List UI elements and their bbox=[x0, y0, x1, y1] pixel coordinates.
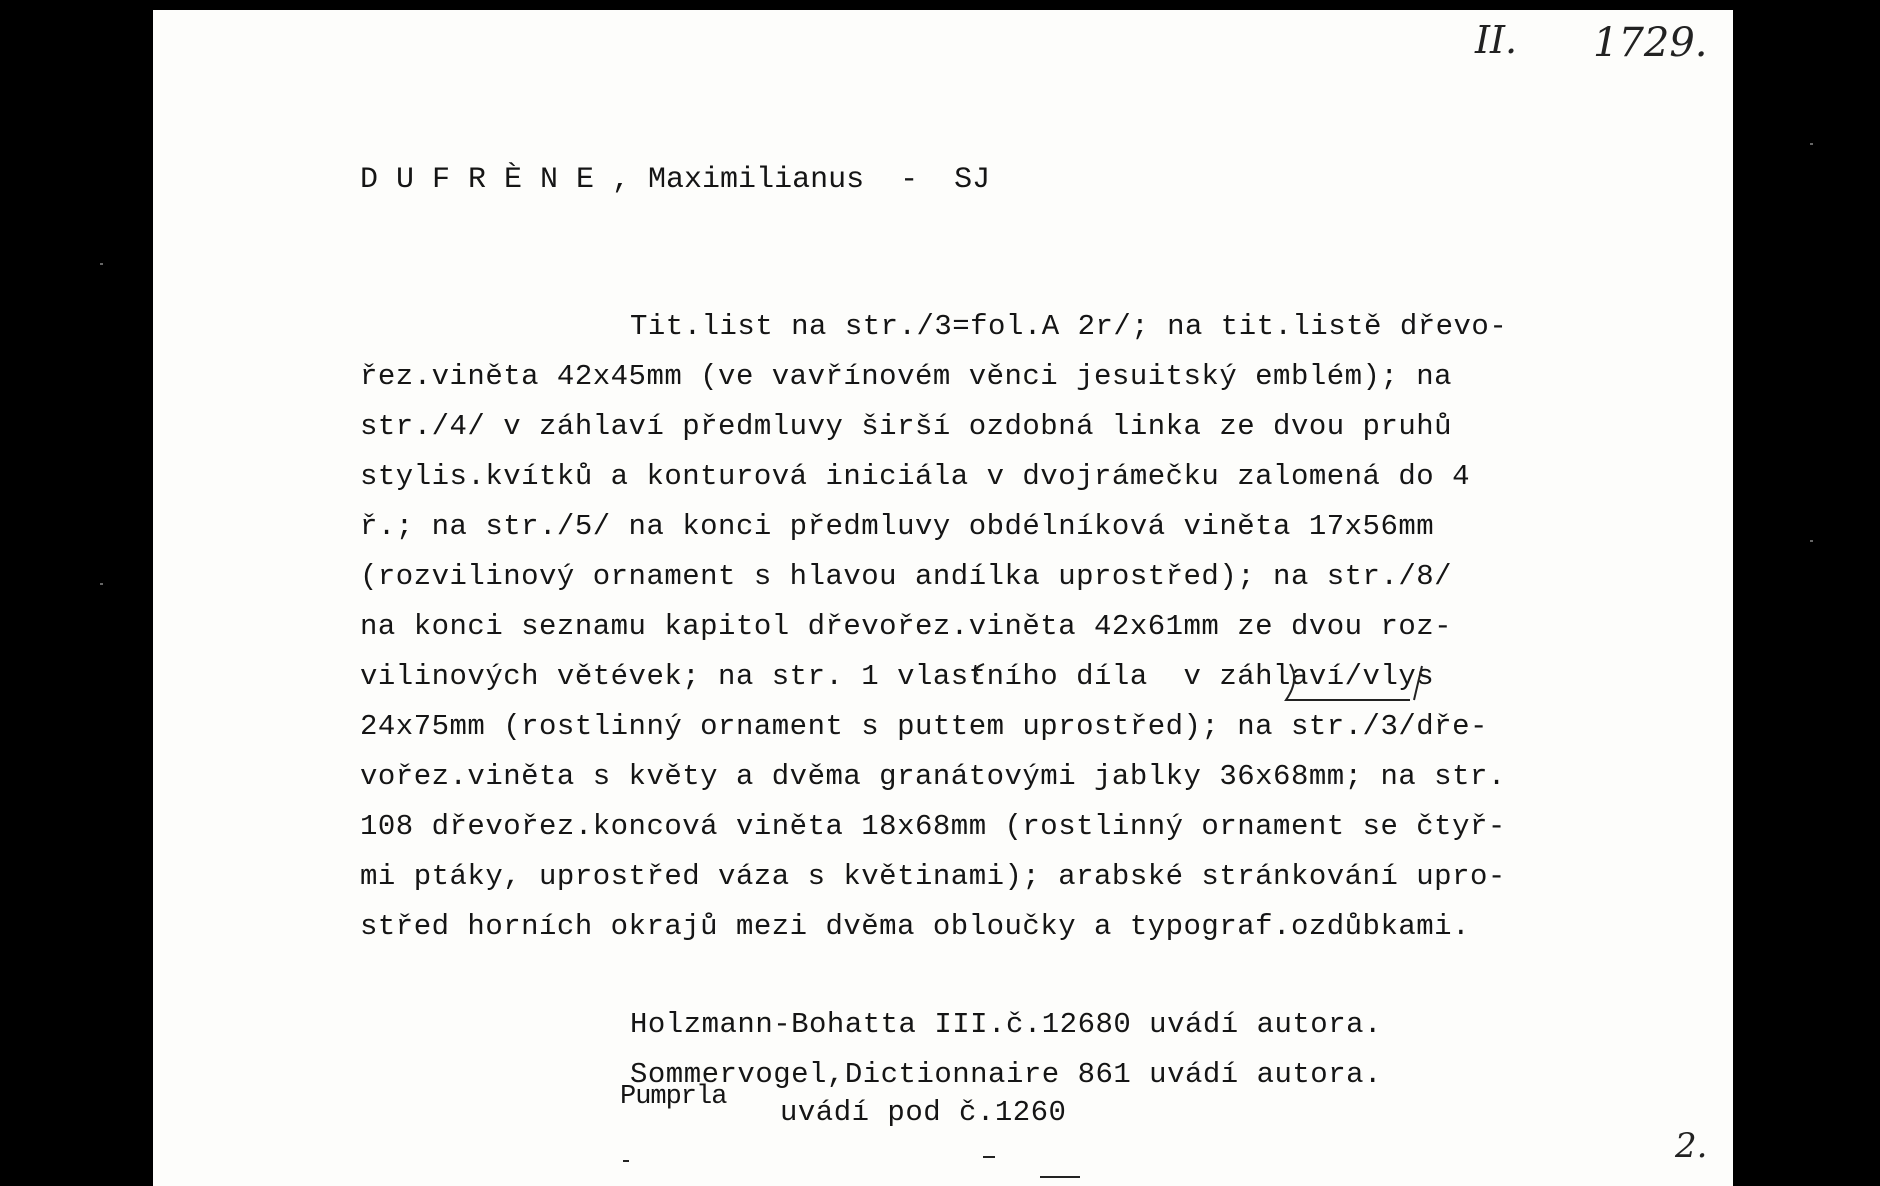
body-line: vořez.viněta s květy a dvěma granátovými jablky 36x68mm; na str. bbox=[360, 760, 1506, 793]
annotation-top-right: 1729. bbox=[1593, 20, 1708, 66]
body-line: str./4/ v záhlaví předmluvy širší ozdobná linka ze dvou pruhů bbox=[360, 410, 1453, 443]
annotation-bottom-right: 2. bbox=[1675, 1126, 1708, 1166]
smudge bbox=[983, 1156, 995, 1158]
catalog-card bbox=[153, 10, 1733, 1186]
body-line: ř.; na str./5/ na konci předmluvy obdélníková viněta 17x56mm bbox=[360, 510, 1435, 543]
reference-line: Holzmann-Bohatta III.č.12680 uvádí autora. bbox=[630, 1008, 1382, 1041]
body-line: řez.viněta 42x45mm (ve vavřínovém věnci jesuitský emblém); na bbox=[360, 360, 1453, 393]
smudge bbox=[623, 1160, 629, 1162]
body-line: mi ptáky, uprostřed váza s květinami); arabské stránkování upro- bbox=[360, 860, 1506, 893]
card-heading: D U F R È N E , Maximilianus - SJ bbox=[360, 163, 991, 197]
body-line: (rozvilinový ornament s hlavou andílka uprostřed); na str./8/ bbox=[360, 560, 1453, 593]
speck bbox=[1810, 540, 1813, 542]
body-line: Tit.list na str./3=fol.A 2r/; na tit.listě dřevo- bbox=[630, 310, 1508, 343]
reference-line: Sommervogel,Dictionnaire 861 uvádí autora. bbox=[630, 1058, 1382, 1091]
body-line: 108 dřevořez.koncová viněta 18x68mm (rostlinný ornament se čtyř- bbox=[360, 810, 1506, 843]
speck bbox=[1810, 143, 1813, 145]
speck bbox=[100, 583, 103, 585]
handwritten-bracket-mark bbox=[970, 660, 1390, 710]
body-line: na konci seznamu kapitol dřevořez.viněta 42x61mm ze dvou roz- bbox=[360, 610, 1453, 643]
overstrike-label: Pumprla bbox=[620, 1082, 727, 1112]
speck bbox=[100, 263, 103, 265]
body-line: střed horních okrajů mezi dvěma obloučky a typograf.ozdůbkami. bbox=[360, 910, 1470, 943]
body-line: stylis.kvítků a konturová iniciála v dvojrámečku zalomená do 4 bbox=[360, 460, 1470, 493]
annotation-top-left: II. bbox=[1475, 18, 1518, 62]
body-line: 24x75mm (rostlinný ornament s puttem uprostřed); na str./3/dře- bbox=[360, 710, 1488, 743]
overstrike-note: uvádí pod č.1260 bbox=[780, 1096, 1067, 1129]
body-line: vilinových větévek; na str. 1 vlastního díla v záhlaví/vlys bbox=[360, 660, 1435, 693]
smudge bbox=[1040, 1176, 1080, 1178]
